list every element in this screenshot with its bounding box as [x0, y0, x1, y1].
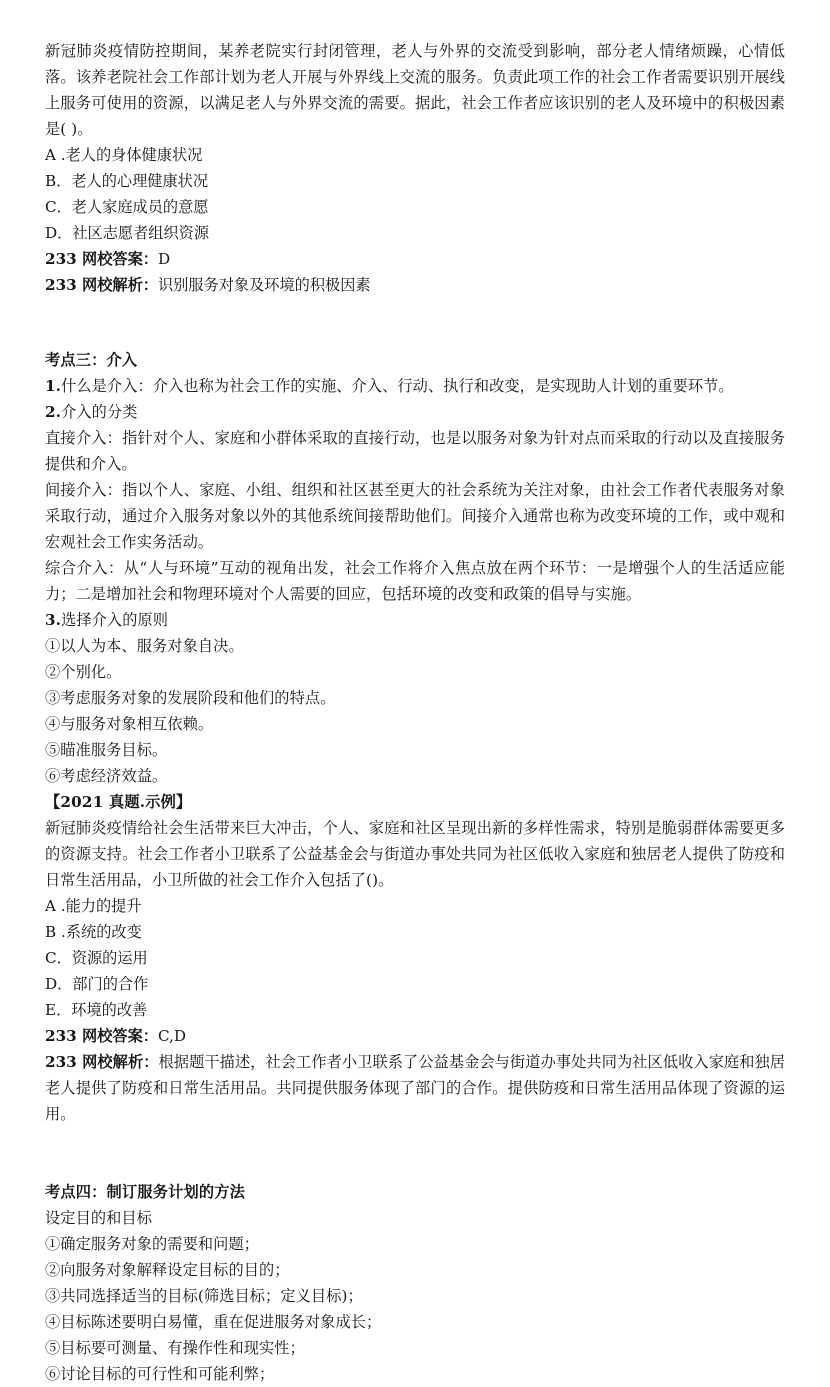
section-3-definition-comprehensive: 综合介入：从“人与环境”互动的视角出发，社会工作将介入焦点放在两个环节：一是增强个人的生活适应能力；二是增加社会和物理环境对个人需要的回应，包括环境的改变和政策的倡导与实施。	[45, 559, 785, 603]
analysis-label-1: 网校解析：	[82, 276, 158, 294]
section-3-item-1	[45, 373, 785, 399]
section-3-principle-4: ④与服务对象相互依赖。	[45, 715, 214, 733]
question-1-option-d: D．社区志愿者组织资源	[45, 224, 210, 242]
analysis-text-2: 根据题干描述，社会工作者小卫联系了公益基金会与街道办事处共同为社区低收入家庭和独居老人提供了防疫和日常生活用品。共同提供服务体现了部门的合作。提供防疫和日常生活用品体现了资源的运用。	[45, 1053, 786, 1123]
section-4-item-6: ⑥讨论目标的可行性和可能利弊；	[45, 1365, 275, 1383]
analysis-label-2: 网校解析：	[82, 1053, 159, 1071]
spacer-before-section-3	[45, 298, 785, 347]
question-2-answer	[45, 1023, 785, 1049]
section-3-principle-2: ②个别化。	[45, 663, 122, 681]
question-1-option-a: A .老人的身体健康状况	[45, 146, 203, 164]
section-4-heading: 考点四：制订服务计划的方法	[45, 1183, 246, 1201]
answer-label-2: 网校答案：	[82, 1027, 158, 1045]
section-4-item-4: ④目标陈述要明白易懂，重在促进服务对象成长；	[45, 1313, 382, 1331]
section-3-heading: 考点三：介入	[45, 351, 138, 369]
question-block-1	[45, 38, 785, 298]
section-3-principles-lead: 3.	[45, 611, 62, 629]
question-2-option-e: E．环境的改善	[45, 1001, 148, 1019]
section-3-principles-heading	[45, 607, 785, 633]
question-2-option-d: D．部门的合作	[45, 975, 149, 993]
document-body	[45, 38, 785, 1387]
analysis-brand-2: 233	[45, 1053, 77, 1071]
question-2-option-a: A .能力的提升	[45, 897, 142, 915]
section-3-item-1-text: 什么是介入：介入也称为社会工作的实施、介入、行动、执行和改变，是实现助人计划的重要环节。	[61, 377, 734, 395]
question-1-analysis	[45, 272, 785, 298]
analysis-text-1: 识别服务对象及环境的积极因素	[157, 276, 371, 294]
section-3-item-2-text: 介入的分类	[61, 403, 138, 421]
analysis-brand-1: 233	[45, 276, 77, 294]
section-3-item-2-lead: 2.	[45, 403, 62, 421]
section-4-item-5: ⑤目标要可测量、有操作性和现实性；	[45, 1339, 305, 1357]
section-3-principle-3: ③考虑服务对象的发展阶段和他们的特点。	[45, 689, 336, 707]
section-3-definition-indirect: 间接介入：指以个人、家庭、小组、组织和社区甚至更大的社会系统为关注对象，由社会工作者代表服务对象采取行动，通过介入服务对象以外的其他系统间接帮助他们。间接介入通常也称为改变环境的工作，或中观和宏观社会工作实务活动。	[45, 481, 785, 551]
section-4-item-1: ①确定服务对象的需要和问题；	[45, 1235, 260, 1253]
section-3-principle-5: ⑤瞄准服务目标。	[45, 741, 168, 759]
answer-brand-2: 233	[45, 1027, 77, 1045]
question-1-stem: 新冠肺炎疫情防控期间，某养老院实行封闭管理，老人与外界的交流受到影响，部分老人情绪烦躁，心情低落。该养老院社会工作部计划为老人开展与外界线上交流的服务。负责此项工作的社会工作者需要识别开展线上服务可使用的资源，以满足老人与外界交流的需要。据此，社会工作者应该识别的老人及环境中的积极因素是( )。	[45, 42, 785, 138]
question-1-option-c: C．老人家庭成员的意愿	[45, 198, 209, 216]
answer-label-1: 网校答案：	[82, 250, 158, 268]
question-1-option-b: B．老人的心理健康状况	[45, 172, 209, 190]
section-3-principle-1: ①以人为本、服务对象自决。	[45, 637, 244, 655]
question-block-2	[45, 789, 785, 1127]
question-2-analysis	[45, 1049, 785, 1127]
question-2-option-c: C．资源的运用	[45, 949, 148, 967]
section-4-item-3: ③共同选择适当的目标(筛选目标；定义目标)；	[45, 1287, 363, 1305]
section-3	[45, 347, 785, 789]
section-4	[45, 1179, 785, 1387]
answer-value-1: D	[157, 250, 171, 268]
section-3-item-2	[45, 399, 785, 425]
question-2-tag: 【2021 真题.示例】	[45, 793, 192, 811]
question-2-stem: 新冠肺炎疫情给社会生活带来巨大冲击，个人、家庭和社区呈现出新的多样性需求，特别是脆弱群体需要更多的资源支持。社会工作者小卫联系了公益基金会与街道办事处共同为社区低收入家庭和独居老人提供了防疫和日常生活用品，小卫所做的社会工作介入包括了()。	[45, 819, 785, 889]
question-1-answer	[45, 246, 785, 272]
section-4-item-2: ②向服务对象解释设定目标的目的；	[45, 1261, 290, 1279]
section-3-principle-6: ⑥考虑经济效益。	[45, 767, 168, 785]
section-3-item-1-lead: 1.	[45, 377, 62, 395]
section-3-principles-title: 选择介入的原则	[61, 611, 169, 629]
question-2-option-b: B .系统的改变	[45, 923, 142, 941]
section-4-subheading: 设定目的和目标	[45, 1209, 153, 1227]
section-3-definition-direct: 直接介入：指针对个人、家庭和小群体采取的直接行动，也是以服务对象为针对点而采取的行动以及直接服务提供和介入。	[45, 429, 785, 473]
answer-brand-1: 233	[45, 250, 77, 268]
spacer-before-section-4	[45, 1127, 785, 1179]
answer-value-2: C,D	[157, 1027, 187, 1045]
